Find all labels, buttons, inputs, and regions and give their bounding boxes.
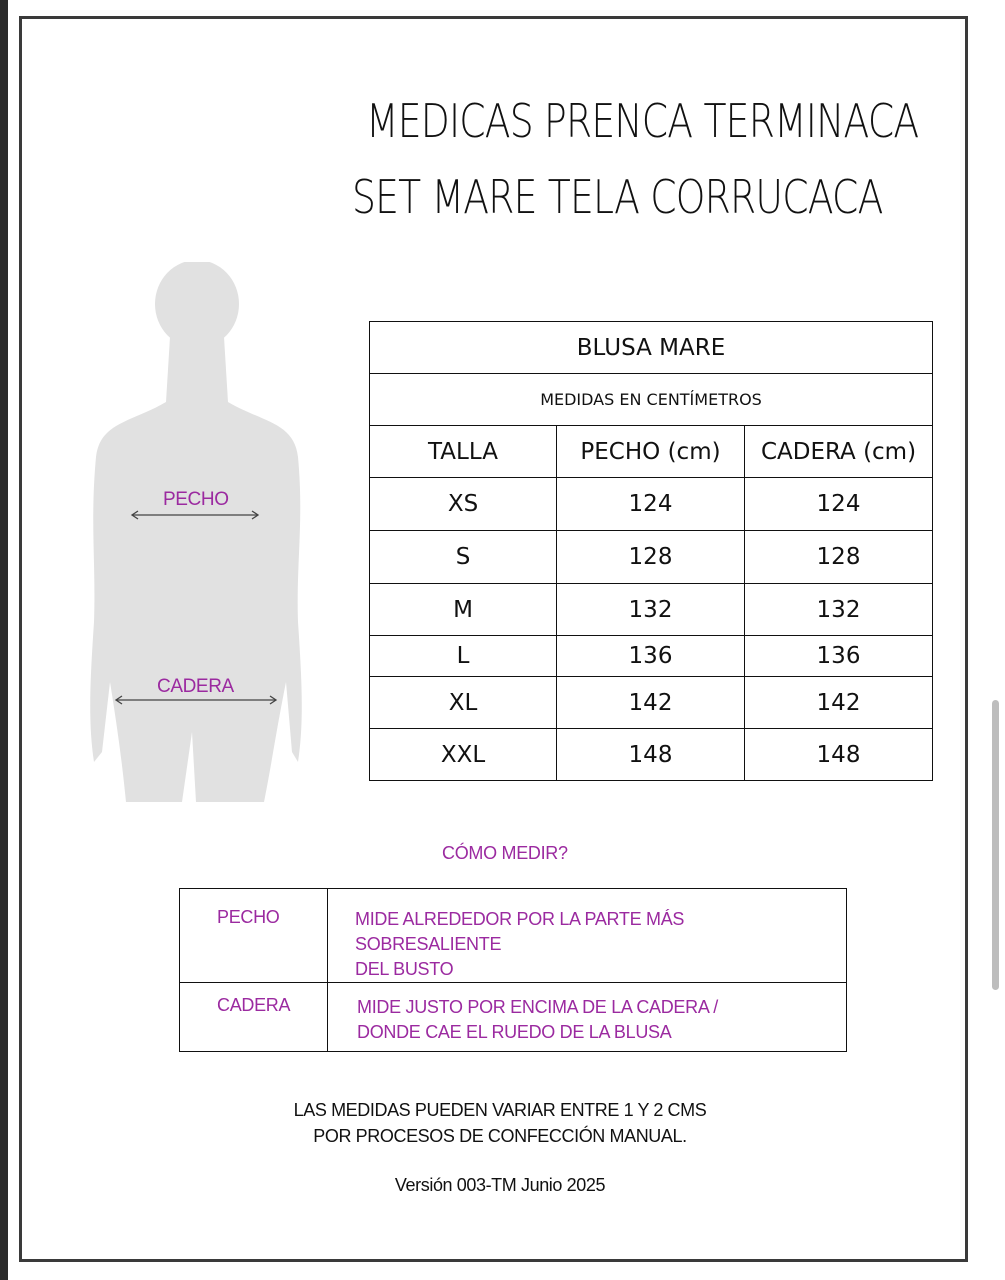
cell-pecho: 132 — [557, 584, 745, 636]
cell-cadera: 148 — [745, 729, 933, 781]
instruction-line: DEL BUSTO — [355, 959, 454, 979]
cell-talla: XL — [370, 677, 557, 729]
scrollbar-thumb[interactable] — [992, 700, 999, 990]
cell-pecho: 128 — [557, 531, 745, 584]
table-row — [180, 983, 847, 1052]
body-silhouette-figure — [72, 262, 322, 807]
cell-talla: S — [370, 531, 557, 584]
disclaimer-line-1: LAS MEDIDAS PUEDEN VARIAR ENTRE 1 Y 2 CMS — [293, 1100, 707, 1120]
measure-key-cadera: CADERA — [217, 995, 291, 1015]
instruction-line: DONDE CAE EL RUEDO DE LA BLUSA — [357, 1022, 672, 1042]
table-row — [180, 889, 847, 983]
size-chart-subtitle: MEDIDAS EN CENTÍMETROS — [370, 374, 933, 426]
table-row — [370, 531, 933, 584]
cell-cadera: 132 — [745, 584, 933, 636]
table-row — [370, 729, 933, 781]
cell-talla: M — [370, 584, 557, 636]
version-text: Versión 003-TM Junio 2025 — [394, 1175, 606, 1195]
table-row — [370, 677, 933, 729]
document-title-line-2: SET MARE TELA CORRUCACA — [352, 170, 883, 224]
silhouette-shape — [90, 262, 302, 802]
cell-cadera: 142 — [745, 677, 933, 729]
cell-pecho: 124 — [557, 478, 745, 531]
figure-label-cadera: CADERA — [157, 676, 234, 697]
size-chart-title: BLUSA MARE — [370, 322, 933, 374]
cell-talla: XXL — [370, 729, 557, 781]
table-row — [370, 584, 933, 636]
cell-cadera: 128 — [745, 531, 933, 584]
disclaimer-line-2: POR PROCESOS DE CONFECCIÓN MANUAL. — [313, 1126, 687, 1146]
instruction-line: MIDE JUSTO POR ENCIMA DE LA CADERA / — [357, 997, 718, 1017]
viewer-edge — [0, 0, 8, 1280]
figure-label-pecho: PECHO — [163, 489, 229, 510]
measure-instruction-pecho — [328, 889, 846, 982]
how-to-measure-title: CÓMO MEDIR? — [442, 843, 568, 863]
cell-cadera: 124 — [745, 478, 933, 531]
how-to-measure-table — [179, 888, 847, 1052]
document-title-line-1: MEDICAS PRENCA TERMINACA — [366, 94, 919, 148]
cell-pecho: 148 — [557, 729, 745, 781]
table-row — [370, 636, 933, 677]
measure-key-pecho: PECHO — [217, 907, 280, 927]
column-header-talla: TALLA — [370, 426, 557, 478]
cell-talla: L — [370, 636, 557, 677]
size-chart-table — [369, 321, 933, 781]
table-row — [370, 478, 933, 531]
disclaimer-note — [200, 1097, 800, 1149]
cell-cadera: 136 — [745, 636, 933, 677]
cell-talla: XS — [370, 478, 557, 531]
instruction-line: MIDE ALREDEDOR POR LA PARTE MÁS SOBRESALIENTE — [355, 909, 685, 954]
column-header-pecho: PECHO (cm) — [557, 426, 745, 478]
cell-pecho: 136 — [557, 636, 745, 677]
cell-pecho: 142 — [557, 677, 745, 729]
column-header-cadera: CADERA (cm) — [745, 426, 933, 478]
measure-instruction-cadera — [328, 983, 846, 1045]
